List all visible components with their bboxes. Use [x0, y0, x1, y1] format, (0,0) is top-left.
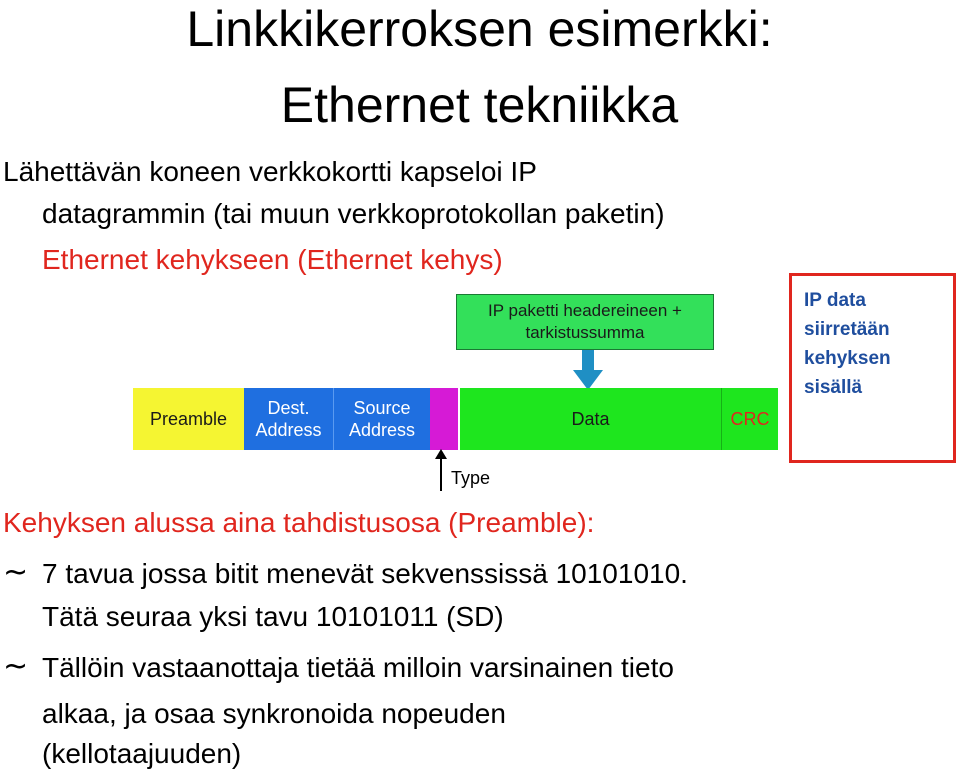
ip-packet-callout [456, 294, 714, 350]
source-address-label-1: Source [353, 398, 411, 418]
data-field-label: Data [571, 409, 610, 429]
bullet-dash-icon: ~ [3, 555, 29, 590]
dest-address-field [244, 388, 333, 450]
type-label: Type [451, 468, 491, 488]
crc-field-label: CRC [730, 409, 770, 429]
ip-packet-callout-line-2: tarkistussumma [525, 323, 645, 342]
dest-address-label-2: Address [255, 420, 322, 440]
intro-line-2: datagrammin (tai muun verkkoprotokollan paketin) [42, 198, 665, 229]
slide-title-line-1: Linkkikerroksen esimerkki: [186, 1, 773, 57]
preamble-heading: Kehyksen alussa aina tahdistusosa (Preamble): [3, 507, 595, 538]
source-address-field [333, 388, 430, 450]
bullet-2-line-1: Tällöin vastaanottaja tietää milloin varsinainen tieto [42, 652, 674, 683]
bullet-1-line-2: Tätä seuraa yksi tavu 10101011 (SD) [42, 601, 504, 632]
bullet-2-line-2: alkaa, ja osaa synkronoida nopeuden [42, 698, 506, 729]
preamble-field-label: Preamble [149, 409, 228, 429]
dest-address-label-1: Dest. [267, 398, 310, 418]
bullet-1-line-1: 7 tavua jossa bitit menevät sekvenssissä 10101010. [42, 558, 688, 589]
source-address-label-2: Address [348, 420, 416, 440]
down-arrow-icon [572, 350, 604, 392]
type-field [430, 388, 458, 450]
bullet-2-line-3: (kellotaajuuden) [42, 738, 242, 769]
crc-field [721, 388, 778, 450]
bullet-dash-icon: ~ [3, 649, 29, 684]
ip-data-callout-line-4: sisällä [804, 377, 863, 398]
ip-packet-callout-line-1: IP paketti headereineen + [488, 301, 682, 320]
slide-title-line-2: Ethernet tekniikka [280, 77, 679, 133]
preamble-field [133, 388, 244, 450]
data-field [458, 388, 721, 450]
ip-data-callout-line-2: siirretään [804, 319, 890, 340]
ip-data-callout [789, 273, 956, 463]
intro-line-3: Ethernet kehykseen (Ethernet kehys) [42, 244, 503, 275]
ip-data-callout-line-3: kehyksen [804, 348, 891, 369]
ip-data-callout-line-1: IP data [804, 290, 866, 311]
type-pointer-arrow-icon [435, 449, 447, 491]
intro-line-1: Lähettävän koneen verkkokortti kapseloi IP [3, 156, 537, 187]
